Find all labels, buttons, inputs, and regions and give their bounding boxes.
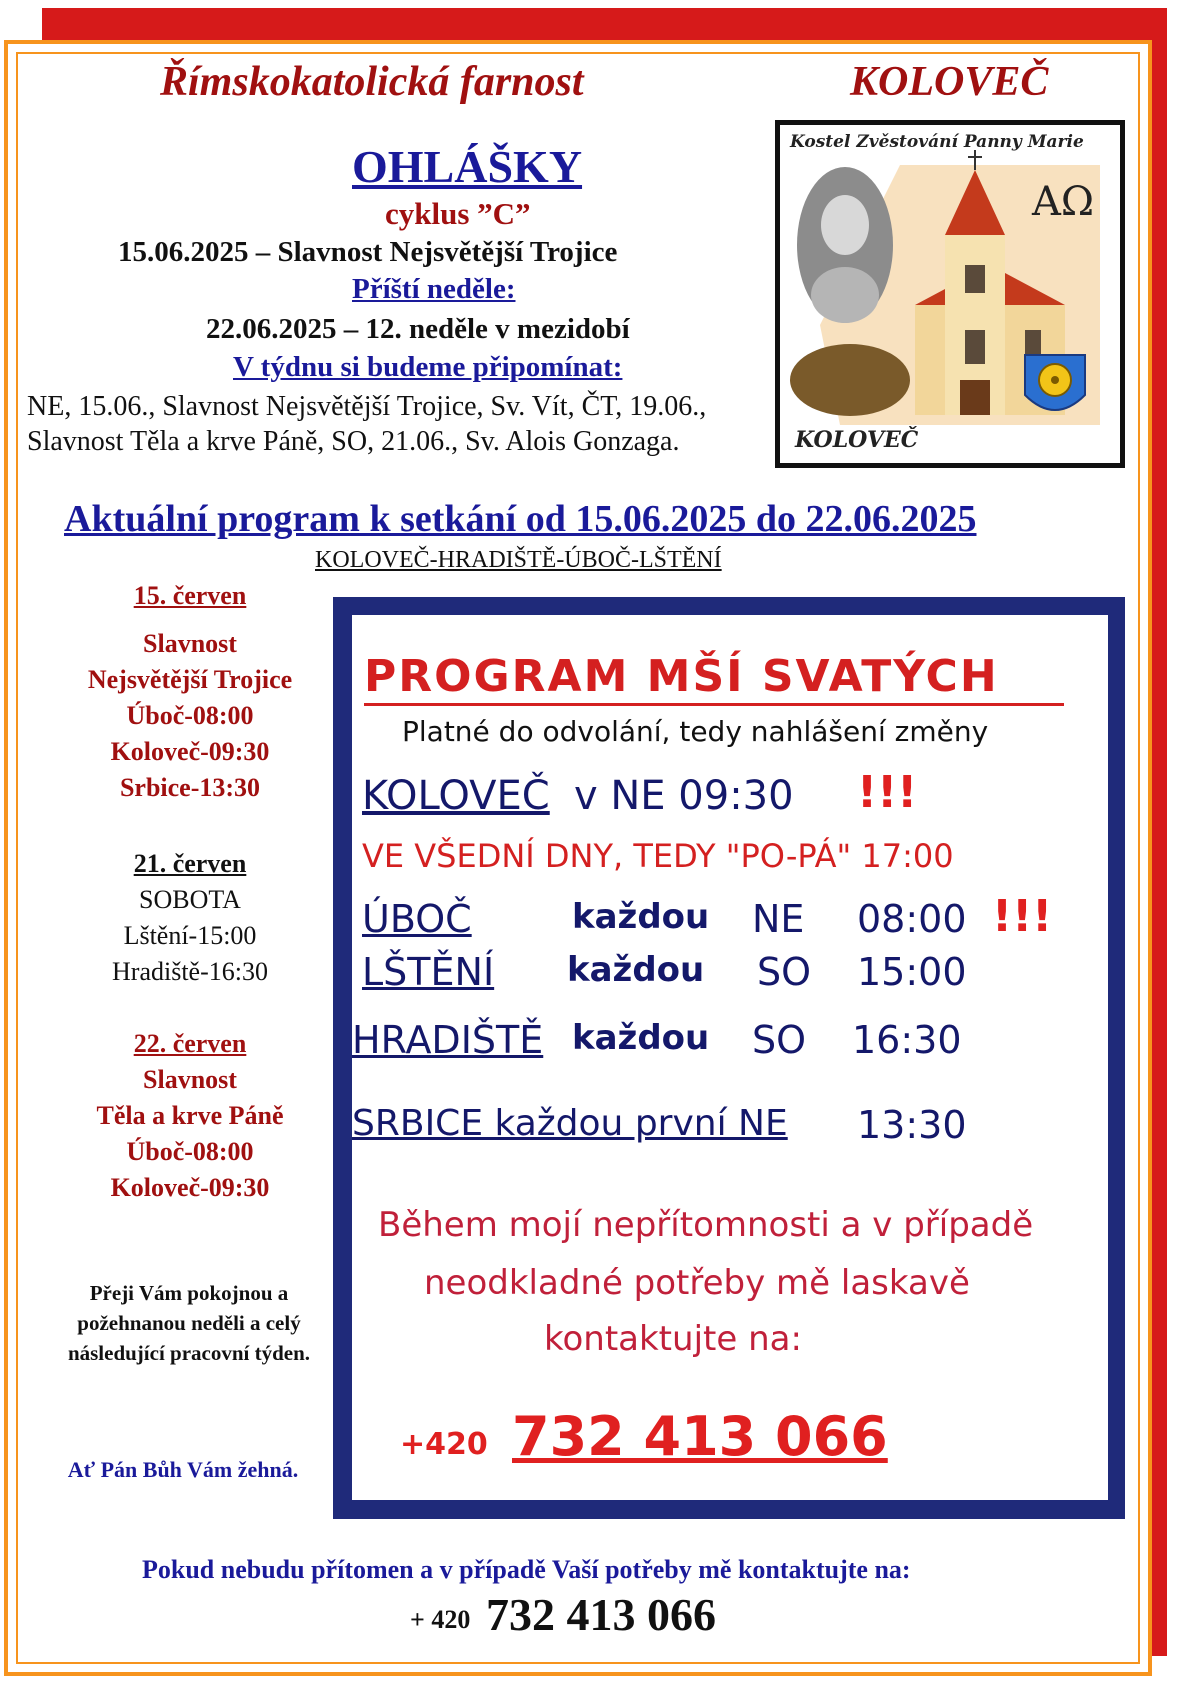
- poster-title: PROGRAM MŠÍ SVATÝCH: [364, 651, 999, 702]
- week-commemorations: NE, 15.06., Slavnost Nejsvětější Trojice, Sv. Vít, ČT, 19.06., Slavnost Těla a krve Páně, SO, 21.06., Sv. Alois Gonzaga.: [27, 391, 707, 457]
- schedule-line: Nejsvětější Trojice: [87, 665, 293, 694]
- church-caption-top: Kostel Zvěstování Panny Marie: [790, 132, 1084, 152]
- poster-inner: [352, 615, 1108, 1500]
- poster-hradiste-dow: SO: [752, 1018, 807, 1062]
- schedule-date: 15. červen: [133, 581, 247, 610]
- poster-kolovec-time: v NE 09:30: [574, 773, 794, 819]
- poster-title-underline: [364, 703, 1064, 706]
- greeting: Přeji Vám pokojnou a požehnanou neděli a celý následující pracovní týden.: [67, 1281, 311, 1365]
- church-image: [775, 120, 1125, 468]
- schedule-date: 21. červen: [133, 849, 247, 878]
- blessing: Ať Pán Bůh Vám žehná.: [67, 1457, 299, 1482]
- liturgical-cycle: cyklus ”C”: [385, 196, 531, 231]
- church-illustration: [780, 125, 1120, 463]
- next-sunday: 22.06.2025 – 12. neděle v mezidobí: [206, 313, 630, 345]
- poster-lsteni-dow: SO: [757, 950, 812, 994]
- schedule-line: Hradiště-16:30: [112, 957, 268, 986]
- schedule-line: Slavnost: [143, 1065, 237, 1094]
- poster-place-srbice: SRBICE každou první NE: [352, 1103, 788, 1144]
- poster-uboc-time: 08:00: [857, 897, 967, 941]
- program-locations: KOLOVEČ-HRADIŠTĚ-ÚBOČ-LŠTĚNÍ: [315, 547, 722, 573]
- poster-subtitle: Platné do odvolání, tedy nahlášení změny: [402, 715, 989, 748]
- place-title: KOLOVEČ: [850, 59, 1049, 105]
- poster-exclamation: !!!: [857, 767, 918, 818]
- schedule-line: Úboč-08:00: [126, 701, 254, 730]
- footer-contact-text: Pokud nebudu přítomen a v případě Vaší potřeby mě kontaktujte na:: [142, 1555, 911, 1584]
- poster-uboc-dow: NE: [752, 897, 805, 941]
- schedule-line: Koloveč-09:30: [110, 1173, 270, 1202]
- schedule-day2: [40, 846, 340, 990]
- alpha-omega-symbol: AΩ: [1032, 179, 1095, 225]
- poster-lsteni-day: každou: [567, 950, 705, 990]
- poster-uboc-day: každou: [572, 897, 710, 937]
- poster-weekdays: VE VŠEDNÍ DNY, TEDY "PO-PÁ" 17:00: [362, 837, 954, 875]
- schedule-line: Slavnost: [143, 629, 237, 658]
- footer-phone-prefix: + 420: [410, 1605, 471, 1634]
- poster-place-hradiste: HRADIŠTĚ: [352, 1018, 544, 1062]
- schedule-day1: [40, 578, 340, 806]
- schedule-line: Koloveč-09:30: [110, 737, 270, 766]
- schedule-day3: [40, 1026, 340, 1206]
- poster-contact-line3: kontaktujte na:: [544, 1319, 802, 1359]
- poster-place-uboc: ÚBOČ: [362, 897, 472, 941]
- poster-place-lsteni: LŠTĚNÍ: [362, 950, 495, 994]
- poster-phone-prefix: +420: [400, 1427, 488, 1462]
- program-heading: Aktuální program k setkání od 15.06.2025 do 22.06.2025: [64, 498, 977, 540]
- poster-hradiste-time: 16:30: [852, 1018, 962, 1062]
- poster-exclamation: !!!: [992, 891, 1053, 942]
- footer-phone: 732 413 066: [486, 1589, 716, 1640]
- parish-title: Římskokatolická farnost: [160, 59, 584, 105]
- current-sunday: 15.06.2025 – Slavnost Nejsvětější Trojice: [118, 236, 618, 268]
- church-caption-bottom: KOLOVEČ: [795, 427, 919, 453]
- poster-srbice-time: 13:30: [857, 1103, 967, 1147]
- next-sunday-label: Příští neděle:: [352, 273, 516, 305]
- poster-contact-line2: neodkladné potřeby mě laskavě: [424, 1263, 970, 1303]
- schedule-line: Lštění-15:00: [123, 921, 257, 950]
- poster-lsteni-time: 15:00: [857, 950, 967, 994]
- schedule-date: 22. červen: [133, 1029, 247, 1058]
- schedule-line: Úboč-08:00: [126, 1137, 254, 1166]
- poster-phone: 732 413 066: [512, 1405, 888, 1468]
- schedule-line: Těla a krve Páně: [96, 1101, 284, 1130]
- poster-place-kolovec: KOLOVEČ: [362, 773, 550, 819]
- announcements-title: OHLÁŠKY: [352, 141, 583, 192]
- poster-contact-line1: Během mojí nepřítomnosti a v případě: [378, 1205, 1034, 1245]
- poster-hradiste-day: každou: [572, 1018, 710, 1058]
- week-label: V týdnu si budeme připomínat:: [233, 351, 623, 383]
- schedule-line: SOBOTA: [139, 885, 241, 914]
- schedule-line: Srbice-13:30: [119, 773, 261, 802]
